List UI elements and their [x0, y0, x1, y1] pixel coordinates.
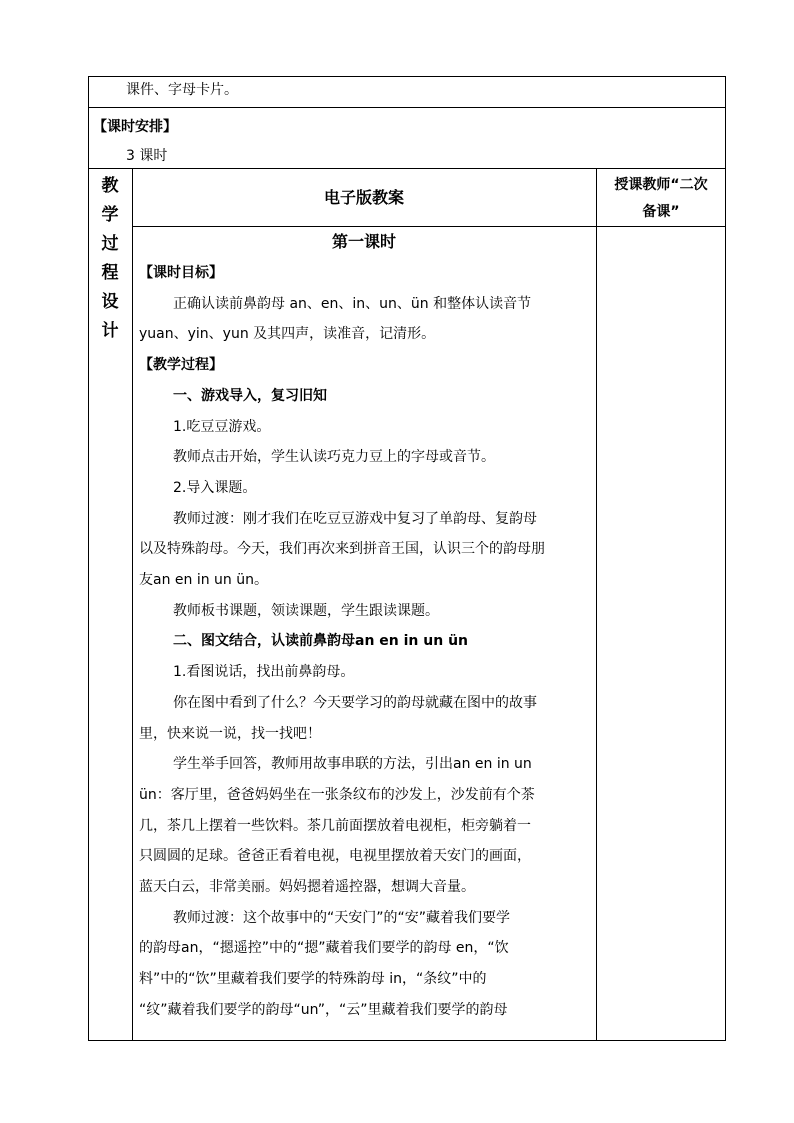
lesson-line: 只圆圆的足球。爸爸正看着电视，电视里摆放着天安门的画面，: [139, 848, 531, 865]
header-row-divider: [132, 226, 726, 227]
lesson-line: 1.看图说话，找出前鼻韵母。: [173, 664, 355, 681]
lesson-line: 学生举手回答，教师用故事串联的方法，引出an en in un: [173, 756, 532, 773]
lesson-line: 教师点击开始，学生认读巧克力豆上的字母或音节。: [173, 449, 495, 466]
lesson-line: 友an en in un ün。: [139, 572, 268, 588]
lesson-line: 料”中的“饮”里藏着我们要学的特殊韵母 in，“条纹”中的: [139, 971, 487, 988]
side-label-char: 过: [101, 234, 119, 254]
right-header-title-line2: 备课”: [642, 204, 680, 220]
side-label-char: 计: [101, 321, 119, 341]
lesson-line: 二、图文结合，认读前鼻韵母an en in un ün: [173, 633, 469, 650]
lesson-title: 第一课时: [331, 232, 396, 251]
lesson-line: 里，快来说一说，找一找吧！: [139, 725, 321, 742]
side-label-char: 学: [101, 205, 119, 225]
lesson-line: 【教学过程】: [139, 357, 223, 374]
lesson-line: 蓝天白云，非常美丽。妈妈摁着遥控器，想调大音量。: [139, 879, 475, 895]
lesson-line: 2.导入课题。: [173, 479, 257, 496]
lesson-line: 的韵母an，“摁遥控”中的“摁”藏着我们要学的韵母 en，“饮: [139, 940, 509, 957]
lesson-line: 【课时目标】: [139, 265, 223, 281]
lesson-line: 正确认读前鼻韵母 an、en、in、un、ün 和整体认读音节: [173, 295, 532, 312]
lesson-line: 教师过渡：这个故事中的“天安门”的“安”藏着我们要学: [173, 909, 511, 926]
lesson-line: “纹”藏着我们要学的韵母“un”，“云”里藏着我们要学的韵母: [139, 1001, 508, 1018]
lesson-line: 你在图中看到了什么？今天要学习的韵母就藏在图中的故事: [173, 694, 537, 711]
lesson-line: 几，茶几上摆着一些饮料。茶几前面摆放着电视柜，柜旁躺着一: [139, 817, 531, 834]
schedule-value: 3 课时: [126, 148, 168, 164]
lesson-line: 一、游戏导入，复习旧知: [173, 387, 327, 404]
right-header-title-line1: 授课教师“二次: [614, 177, 708, 193]
lesson-line: ün：客厅里，爸爸妈妈坐在一张条纹布的沙发上，沙发前有个茶: [139, 786, 535, 803]
lesson-line: yuan、yin、yun 及其四声，读准音，记清形。: [139, 326, 436, 343]
lesson-line: 以及特殊韵母。今天，我们再次来到拼音王国，认识三个的韵母朋: [139, 541, 545, 558]
lesson-line: 教师板书课题，领读课题，学生跟读课题。: [173, 602, 439, 619]
materials-text: 课件、字母卡片。: [126, 82, 238, 98]
lesson-line: 1.吃豆豆游戏。: [173, 418, 271, 435]
lesson-line: 教师过渡：刚才我们在吃豆豆游戏中复习了单韵母、复韵母: [173, 510, 537, 527]
center-header-title: 电子版教案: [323, 188, 404, 207]
row-divider-schedule: [88, 168, 726, 169]
side-label-char: 教: [101, 176, 119, 196]
side-label-char: 设: [101, 292, 119, 312]
row-divider-materials: [88, 107, 726, 108]
schedule-heading: 【课时安排】: [93, 119, 177, 135]
column-divider-left: [132, 168, 133, 1041]
side-label-char: 程: [101, 263, 119, 283]
